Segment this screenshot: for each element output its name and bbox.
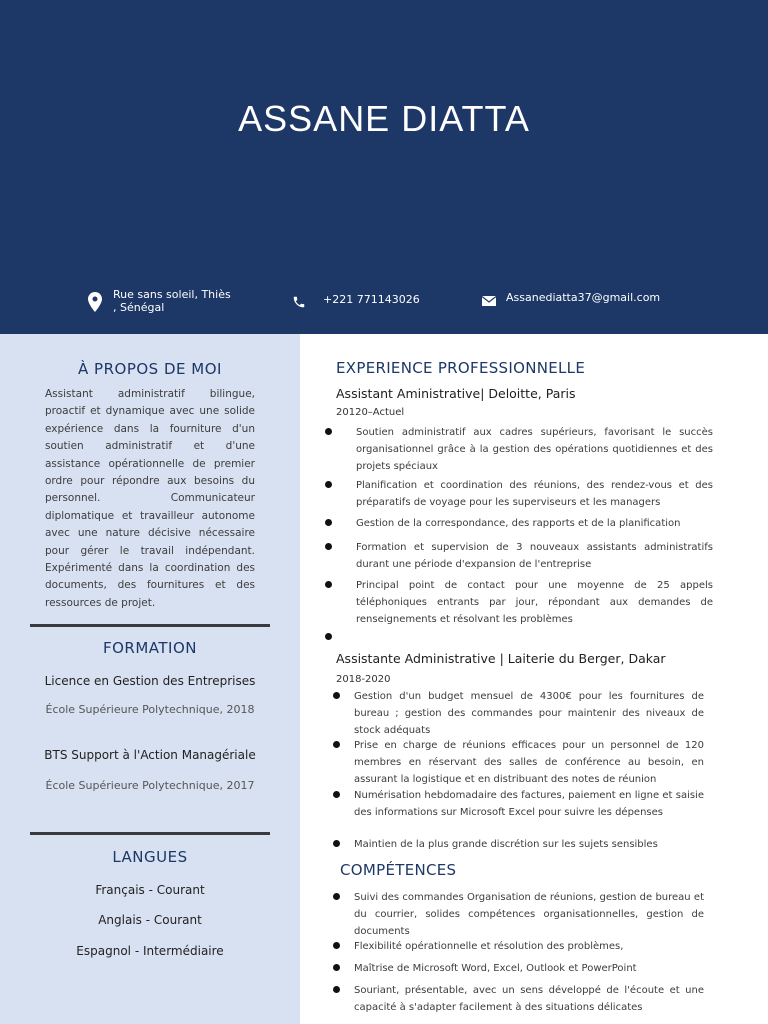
location-pin-icon [88, 292, 102, 312]
about-text: Assistant administratif bilingue, proactif et dynamique avec une solide expérience dans la fourniture d'un soutien administratif et d'une assistance opérationnelle de premier ordre pour répondre aux besoins du personnel. Communicateur diplomatique et travailleur autonome avec une nature décisive nécessaire pour gérer le travail indépendant. Expérimenté dans la coordination des documents, des fournitures et des ressources de projet. [45, 388, 255, 609]
job-1-bullet-2: Planification et coordination des réunions, des rendez-vous et des préparatifs de voyage pour les superviseurs et les managers [356, 480, 713, 508]
header-banner [0, 0, 768, 334]
formation-degree-2: BTS Support à l'Action Managériale [44, 748, 256, 762]
formation-school-2: École Supérieure Polytechnique, 2017 [45, 779, 255, 792]
job-1-bullet-5: Principal point de contact pour une moyenne de 25 appels téléphoniques entrants par jour, répondant aux demandes de renseignements et résolvant les problèmes [356, 580, 713, 625]
about-heading: À PROPOS DE MOI [78, 360, 222, 378]
bullet-dot [333, 791, 340, 798]
job-1-bullet-1: Soutien administratif aux cadres supérieurs, favorisant le succès organisationnel grâce à la gestion des opérations quotidiennes et des projets spéciaux [356, 427, 713, 472]
bullet-dot [333, 840, 340, 847]
experience-heading: EXPERIENCE PROFESSIONNELLE [336, 359, 586, 377]
job-2-bullet-1: Gestion d'un budget mensuel de 4300€ pour les fournitures de bureau ; gestion des commandes pour maintenir des niveaux de stock adéquats [354, 691, 704, 736]
skill-item-3: Maîtrise de Microsoft Word, Excel, Outlook et PowerPoint [354, 963, 637, 974]
bullet-dot [333, 893, 340, 900]
skill-item-1: Suivi des commandes Organisation de réunions, gestion de bureau et du courrier, solides compétences organisationnelles, gestion de documents [354, 892, 704, 937]
candidate-name: ASSANE DIATTA [238, 98, 530, 139]
envelope-icon [482, 296, 496, 306]
formation-degree-1: Licence en Gestion des Entreprises [44, 674, 256, 688]
job-date-2: 2018-2020 [336, 674, 391, 685]
contact-phone[interactable] [292, 292, 432, 310]
job-2-bullet-3: Numérisation hebdomadaire des factures, paiement en ligne et saisie des informations sur Microsoft Excel pour suivre les dépenses [354, 790, 704, 818]
formation-school-1: École Supérieure Polytechnique, 2018 [45, 703, 255, 716]
skill-item-2: Flexibilité opérationnelle et résolution des problèmes, [354, 941, 624, 952]
phone-icon [292, 295, 306, 309]
bullet-dot [325, 543, 332, 550]
address-line-1: Rue sans soleil, Thiès [113, 288, 231, 301]
bullet-dot [325, 519, 332, 526]
bullet-dot [325, 428, 332, 435]
bullet-dot [333, 942, 340, 949]
skill-item-4: Souriant, présentable, avec un sens développé de l'écoute et une capacité à s'adapter facilement à des situations délicates [354, 985, 704, 1013]
job-2-bullet-2: Prise en charge de réunions efficaces pour un personnel de 120 membres en réservant des salles de conférence au besoin, en assurant la logistique et en distribuant des notes de réunion [354, 740, 704, 785]
contact-email[interactable] [482, 290, 682, 308]
bullet-dot [325, 633, 332, 640]
bullet-dot [333, 741, 340, 748]
job-date-1: 20120–Actuel [336, 407, 405, 418]
bullet-dot [325, 581, 332, 588]
formation-heading: FORMATION [102, 639, 197, 657]
bullet-dot [333, 986, 340, 993]
address-line-2: , Sénégal [113, 301, 165, 314]
bullet-dot [333, 964, 340, 971]
contact-address [88, 288, 248, 316]
langue-item-1: Français - Courant [95, 883, 205, 897]
job-title-2: Assistante Administrative | Laiterie du Berger, Dakar [336, 651, 666, 666]
langue-item-3: Espagnol - Intermédiaire [76, 944, 224, 958]
skills-heading: COMPÉTENCES [340, 861, 457, 879]
email-address: Assanediatta37@gmail.com [506, 291, 661, 304]
job-1-bullet-4: Formation et supervision de 3 nouveaux assistants administratifs durant une période d'expansion de l'entreprise [356, 542, 713, 570]
langue-item-2: Anglais - Courant [98, 913, 202, 927]
sidebar-divider [30, 832, 270, 835]
langues-heading: LANGUES [112, 848, 188, 866]
sidebar-divider [30, 624, 270, 627]
bullet-dot [333, 692, 340, 699]
job-title-1: Assistant Aministrative| Deloitte, Paris [336, 386, 576, 401]
phone-number: +221 771143026 [323, 293, 420, 306]
bullet-dot [325, 481, 332, 488]
job-2-bullet-4: Maintien de la plus grande discrétion sur les sujets sensibles [354, 839, 658, 850]
job-1-bullet-3: Gestion de la correspondance, des rapports et de la planification [356, 518, 681, 529]
